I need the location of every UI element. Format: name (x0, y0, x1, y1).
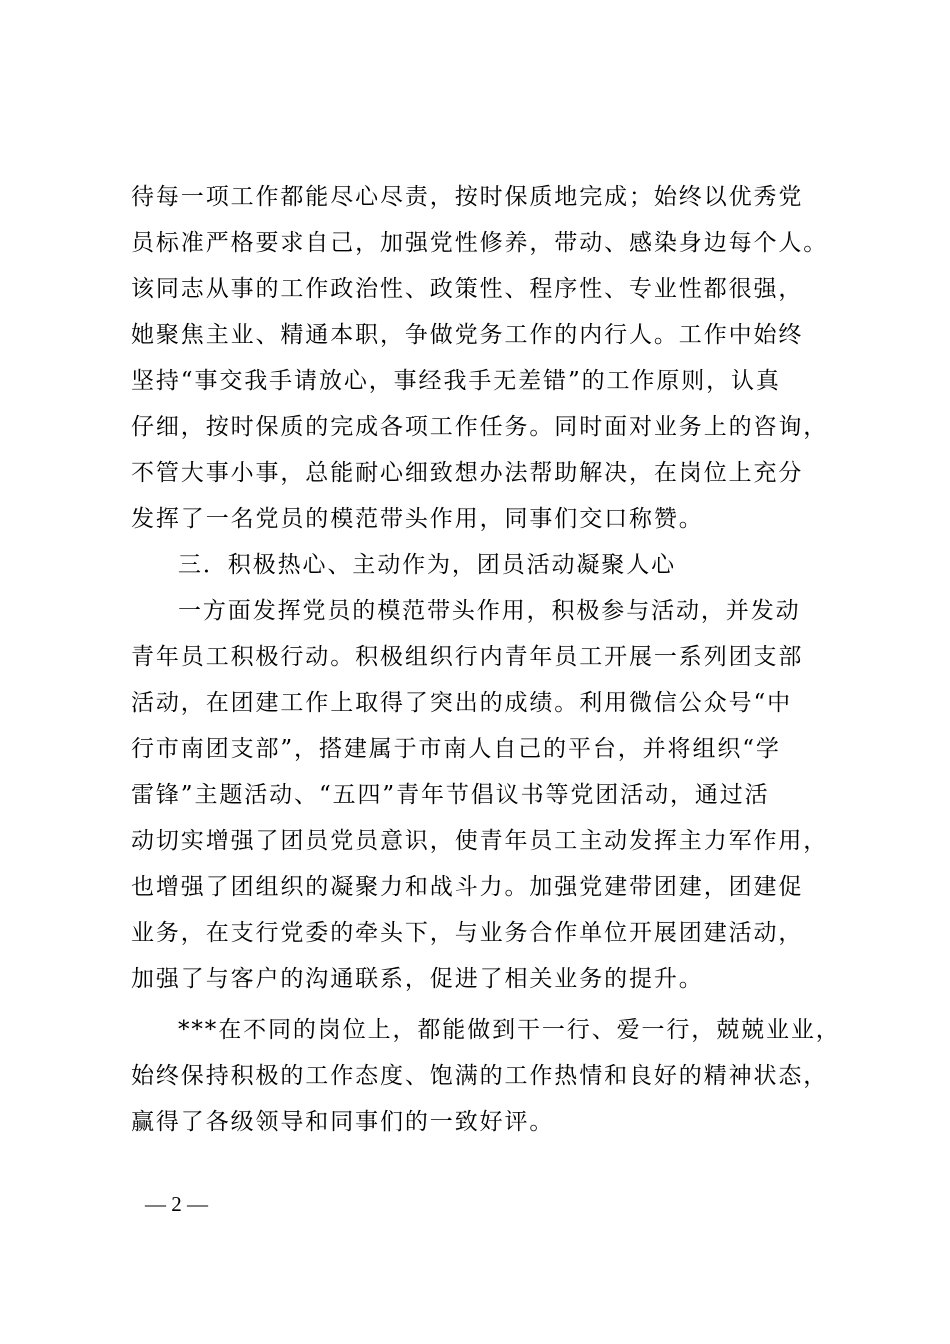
body-text-line: 坚持“事交我手请放心，事经我手无差错”的工作原则，认真 (131, 368, 781, 394)
page-number: — 2 — (145, 1192, 208, 1216)
body-text-line: 该同志从事的工作政治性、政策性、程序性、专业性都很强， (131, 276, 804, 302)
body-text-line: ***在不同的岗位上，都能做到干一行、爱一行，兢兢业业， (178, 1017, 841, 1043)
body-text-line: 动切实增强了团员党员意识，使青年员工主动发挥主力军作用， (131, 828, 829, 854)
body-text-line: 雷锋”主题活动、“五四”青年节倡议书等党团活动，通过活 (131, 782, 770, 808)
body-text-line: 青年员工积极行动。积极组织行内青年员工开展一系列团支部 (131, 644, 804, 670)
body-text-line: 始终保持积极的工作态度、饱满的工作热情和良好的精神状态， (131, 1063, 829, 1089)
body-text-line: 加强了与客户的沟通联系，促进了相关业务的提升。 (131, 966, 704, 992)
section-heading: 三．积极热心、主动作为，团员活动凝聚人心 (178, 552, 676, 578)
body-text-line: 行市南团支部”，搭建属于市南人自己的平台，并将组织“学 (131, 736, 781, 762)
body-text-line: 业务，在支行党委的牵头下，与业务合作单位开展团建活动， (131, 920, 804, 946)
body-text-line: 她聚焦主业、精通本职，争做党务工作的内行人。工作中始终 (131, 322, 804, 348)
body-text-line: 赢得了各级领导和同事们的一致好评。 (131, 1109, 555, 1135)
body-text-line: 员标准严格要求自己，加强党性修养，带动、感染身边每个人。 (131, 230, 829, 256)
body-text-line: 不管大事小事，总能耐心细致想办法帮助解决，在岗位上充分 (131, 460, 804, 486)
body-text-line: 待每一项工作都能尽心尽责，按时保质地完成；始终以优秀党 (131, 184, 804, 210)
body-text-line: 发挥了一名党员的模范带头作用，同事们交口称赞。 (131, 506, 704, 532)
body-text-line: 活动，在团建工作上取得了突出的成绩。利用微信公众号“中 (131, 690, 793, 716)
body-text-line: 仔细，按时保质的完成各项工作任务。同时面对业务上的咨询， (131, 414, 829, 440)
body-text-line: 一方面发挥党员的模范带头作用，积极参与活动，并发动 (178, 598, 801, 624)
body-text-line: 也增强了团组织的凝聚力和战斗力。加强党建带团建，团建促 (131, 874, 804, 900)
